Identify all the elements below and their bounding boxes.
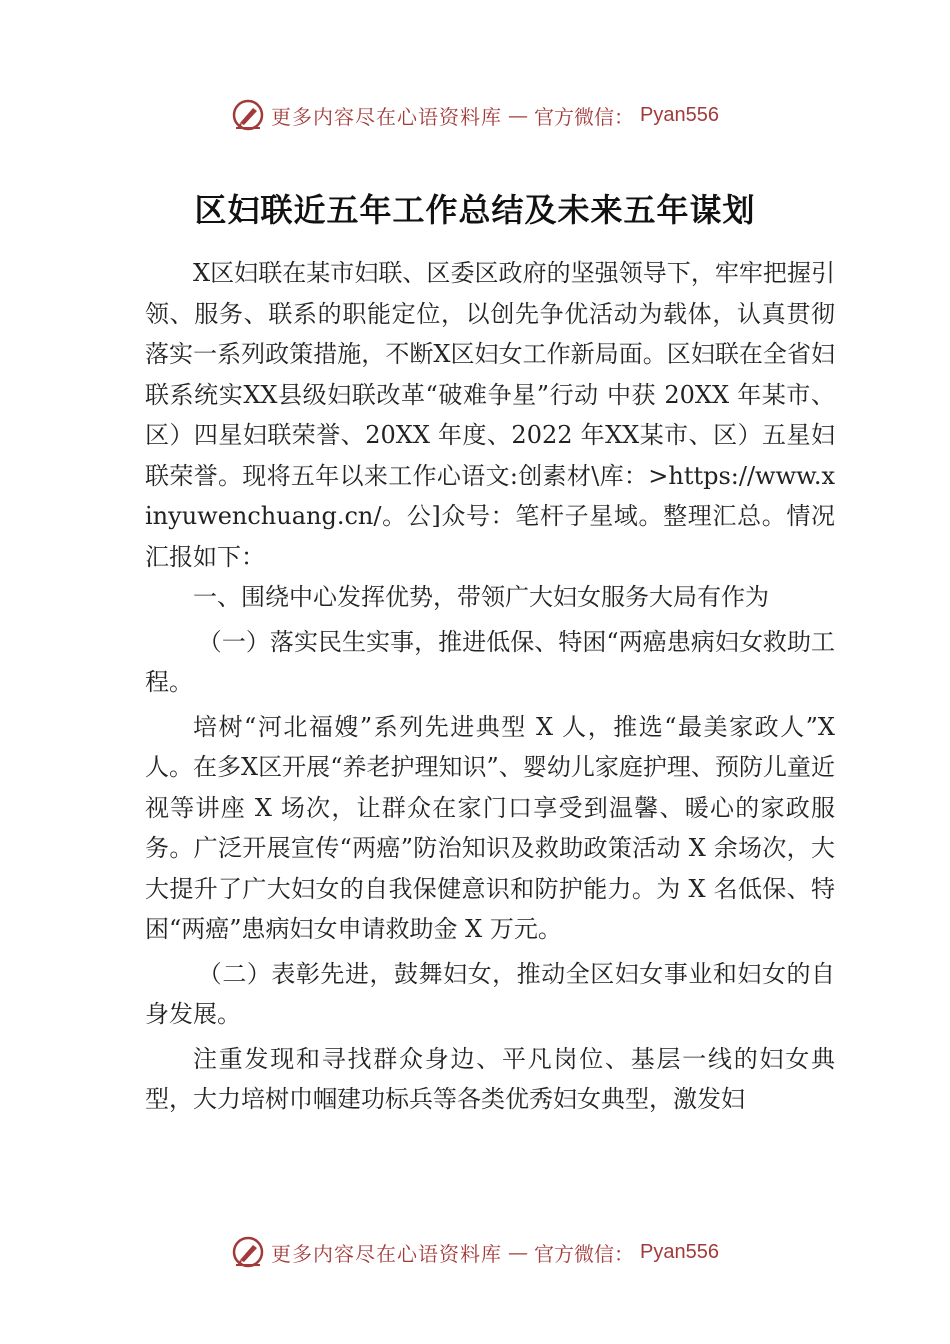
banner-separator: — [508,1240,529,1264]
footer-watermark-banner [0,1230,950,1274]
paragraph-intro: X区妇联在某市妇联、区委区政府的坚强领导下，牢牢把握引领、服务、联系的职能定位，以创先争优活动为载体，认真贯彻落实一系列政策措施，不断X区妇女工作新局面。区妇联在全省妇联系统实XX县级妇联改革“破难争星”行动 中获 20XX 年某市、区）四星妇联荣誉、20XX 年度、2022 年XX某市、区）五星妇联荣誉。现将五年以来工作心语文:创素材\库：>https://www.xinyuwenchuang.cn/。公]众号：笔杆子星域。整理汇总。情况汇报如下： [145,259,835,571]
banner-separator: — [508,103,529,127]
banner-contact-label: 官方微信： [534,1241,635,1266]
document-body [145,253,835,1120]
paragraph-2: 注重发现和寻找群众身边、平凡岗位、基层一线的妇女典型，大力培树巾帼建功标兵等各类优秀妇女典型，激发妇 [145,1044,835,1113]
banner-text: 更多内容尽在心语资料库 [271,1241,503,1266]
header-watermark-banner [0,93,950,137]
subsection-heading-2: （二）表彰先进，鼓舞妇女，推动全区妇女事业和妇女的自身发展。 [145,959,835,1028]
subsection-heading-1: （一）落实民生实事，推进低保、特困“两癌患病妇女救助工程。 [145,627,835,696]
banner-contact-id: Pyan556 [640,103,719,126]
banner-text: 更多内容尽在心语资料库 [271,104,503,129]
paragraph-1: 培树“河北福嫂”系列先进典型 X 人，推选“最美家政人”X 人。在多X区开展“养老护理知识”、婴幼儿家庭护理、预防儿童近视等讲座 X 场次，让群众在家门口享受到温馨、暖心的家政服务。广泛开展宣传“两癌”防治知识及救助政策活动 X 余场次，大大提升了广大妇女的自我保健意识和防护能力。为 X 名低保、特困“两癌”患病妇女申请救助金 X 万元。 [145,712,835,943]
pen-nib-seal-icon [231,98,265,132]
banner-contact-label: 官方微信： [534,104,635,129]
banner-contact-id: Pyan556 [640,1240,719,1263]
document-title: 区妇联近五年工作总结及未来五年谋划 [194,191,756,229]
pen-nib-seal-icon [231,1235,265,1269]
section-heading-1: 一、围绕中心发挥优势，带领广大妇女服务大局有作为 [193,583,769,611]
